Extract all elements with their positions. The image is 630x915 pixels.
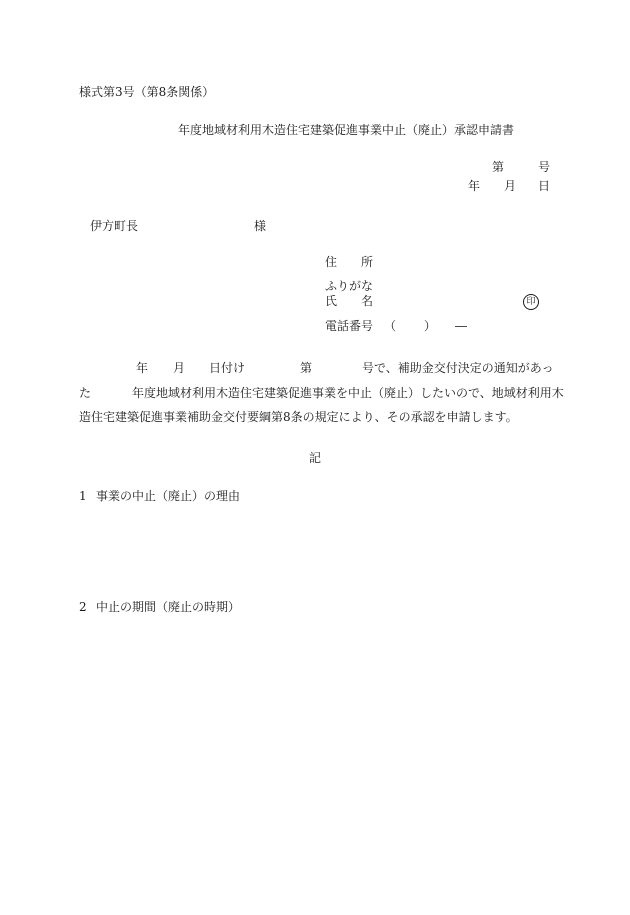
furigana-label: ふりがな: [325, 279, 374, 293]
item-2-number: 2: [79, 600, 87, 614]
item-1-number: 1: [79, 489, 87, 503]
addressee-name: 伊方町長: [90, 219, 139, 233]
seal-icon: 印: [523, 294, 539, 310]
doc-number-prefix: 第: [492, 160, 505, 174]
phone-close-paren: ）: [424, 319, 437, 333]
body-l1-month: 月: [173, 361, 186, 375]
body-l1-year: 年: [136, 361, 149, 375]
body-l1-day: 日付け: [209, 361, 246, 375]
ki-marker: 記: [309, 451, 322, 465]
phone-dash: ―: [455, 319, 467, 333]
document-title: 年度地域材利用木造住宅建築促進事業中止（廃止）承認申請書: [178, 123, 515, 137]
doc-number-suffix: 号: [538, 160, 551, 174]
form-label: 様式第3号（第8条関係）: [79, 85, 215, 99]
body-l2-ta: た: [79, 386, 92, 400]
date-day: 日: [538, 179, 551, 193]
addressee-honorific: 様: [254, 219, 267, 233]
body-l2-rest: 年度地域材利用木造住宅建築促進事業を中止（廃止）したいので、地域材利用木: [132, 386, 564, 400]
body-l1-dai: 第: [300, 361, 313, 375]
date-year: 年: [468, 179, 481, 193]
item-1-label: 事業の中止（廃止）の理由: [96, 489, 241, 503]
item-2-label: 中止の期間（廃止の時期）: [96, 600, 241, 614]
phone-open-paren: （: [384, 319, 397, 333]
name-label: 氏 名: [325, 294, 374, 308]
phone-label: 電話番号: [325, 319, 374, 333]
address-label: 住 所: [325, 255, 374, 269]
seal-mark: [523, 294, 539, 310]
body-l3: 造住宅建築促進事業補助金交付要綱第8条の規定により、その承認を申請します。: [79, 410, 518, 424]
body-l1-rest: 号で、補助金交付決定の通知があっ: [362, 361, 554, 375]
date-month: 月: [504, 179, 517, 193]
